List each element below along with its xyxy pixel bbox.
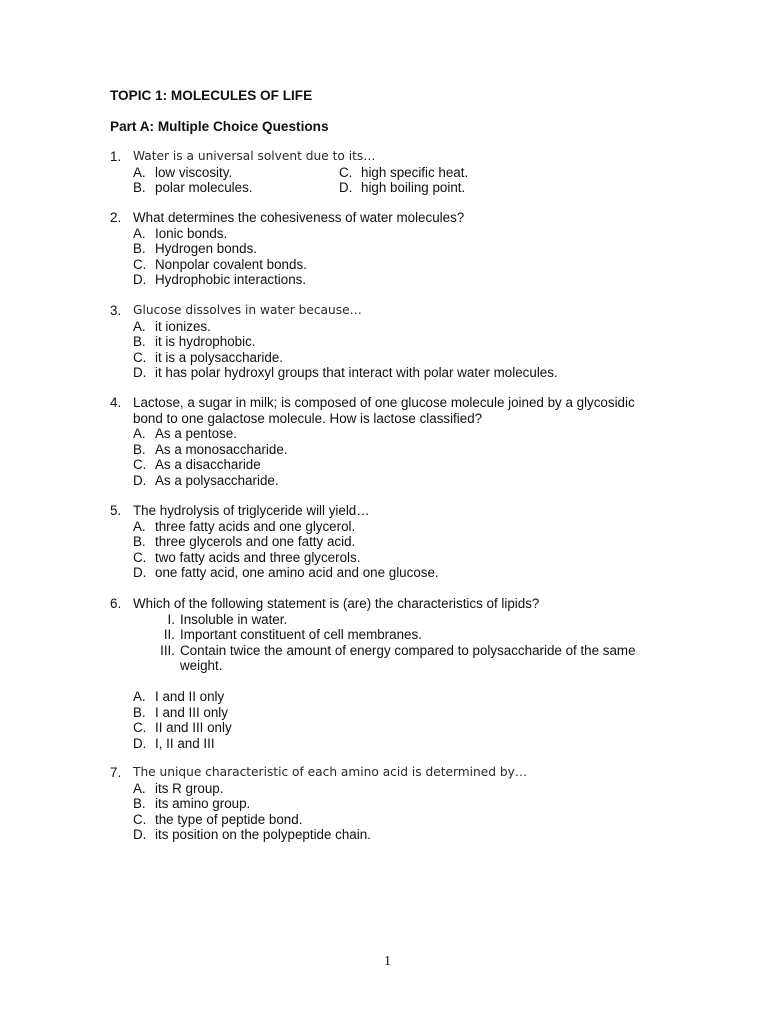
question-stem: The unique characteristic of each amino acid is determined by… bbox=[133, 765, 528, 779]
question-2 bbox=[110, 210, 730, 288]
question-number: 6. bbox=[110, 596, 122, 611]
statement-iii-continued: weight. bbox=[180, 658, 223, 673]
option-a: A. I and II only bbox=[133, 689, 225, 704]
option-b: B. three glycerols and one fatty acid. bbox=[133, 534, 356, 549]
option-c: C. Nonpolar covalent bonds. bbox=[133, 256, 307, 272]
option-a: A. low viscosity. bbox=[133, 164, 233, 180]
question-number: 3. bbox=[110, 303, 122, 318]
option-d: D. Hydrophobic interactions. bbox=[133, 272, 307, 287]
question-stem: Water is a universal solvent due to its… bbox=[133, 149, 376, 163]
option-a: A. As a pentose. bbox=[133, 426, 237, 441]
question-number: 2. bbox=[110, 210, 122, 225]
page-title: TOPIC 1: MOLECULES OF LIFE bbox=[110, 88, 313, 103]
spacer bbox=[110, 674, 730, 690]
option-b: B. polar molecules. bbox=[133, 180, 253, 195]
section-heading: Part A: Multiple Choice Questions bbox=[110, 119, 329, 134]
question-number: 1. bbox=[110, 149, 122, 164]
statement-ii: II. Important constituent of cell membranes. bbox=[163, 627, 422, 642]
option-d: D. it has polar hydroxyl groups that interact with polar water molecules. bbox=[133, 365, 558, 380]
option-a: A. its R group. bbox=[133, 780, 224, 796]
option-b: B. it is hydrophobic. bbox=[133, 334, 256, 349]
option-b: B. Hydrogen bonds. bbox=[133, 241, 257, 256]
option-a: A. Ionic bonds. bbox=[133, 225, 228, 241]
question-7 bbox=[110, 765, 730, 843]
question-number: 4. bbox=[110, 395, 122, 410]
question-3 bbox=[110, 303, 730, 381]
option-d: D. I, II and III bbox=[133, 735, 215, 751]
option-c: C. As a disaccharide bbox=[133, 457, 261, 472]
question-number: 7. bbox=[110, 765, 122, 780]
option-b: B. I and III only bbox=[133, 704, 228, 720]
question-stem: What determines the cohesiveness of water molecules? bbox=[133, 210, 465, 225]
option-d: D. high boiling point. bbox=[339, 180, 466, 195]
question-4 bbox=[110, 395, 730, 488]
option-d: D. its position on the polypeptide chain. bbox=[133, 827, 371, 842]
option-d: D. one fatty acid, one amino acid and one glucose. bbox=[133, 565, 439, 580]
option-c: C. two fatty acids and three glycerols. bbox=[133, 549, 361, 565]
question-6 bbox=[110, 596, 730, 751]
option-b: B. its amino group. bbox=[133, 796, 251, 811]
question-stem: Which of the following statement is (are) the characteristics of lipids? bbox=[133, 596, 540, 611]
question-stem-line-1: Lactose, a sugar in milk; is composed of one glucose molecule joined by a glycosidic bbox=[133, 395, 635, 410]
option-c: C. high specific heat. bbox=[339, 164, 469, 180]
question-stem: Glucose dissolves in water because… bbox=[133, 303, 362, 317]
option-d: D. As a polysaccharide. bbox=[133, 472, 279, 488]
question-stem-line-2: bond to one galactose molecule. How is lactose classified? bbox=[133, 410, 483, 426]
statement-i: I. Insoluble in water. bbox=[167, 611, 288, 627]
option-a: A. three fatty acids and one glycerol. bbox=[133, 518, 356, 534]
question-stem: The hydrolysis of triglyceride will yield… bbox=[133, 503, 370, 518]
option-a: A. it ionizes. bbox=[133, 318, 211, 334]
question-1 bbox=[110, 149, 730, 196]
page-number: 1 bbox=[384, 954, 391, 969]
option-c: C. it is a polysaccharide. bbox=[133, 349, 284, 365]
option-b: B. As a monosaccharide. bbox=[133, 441, 288, 457]
option-grid bbox=[110, 165, 730, 196]
question-5 bbox=[110, 503, 730, 581]
question-number: 5. bbox=[110, 503, 122, 518]
option-c: C. II and III only bbox=[133, 720, 232, 735]
statement-iii: III. Contain twice the amount of energy compared to polysaccharide of the same bbox=[160, 642, 636, 658]
option-c: C. the type of peptide bond. bbox=[133, 811, 303, 827]
